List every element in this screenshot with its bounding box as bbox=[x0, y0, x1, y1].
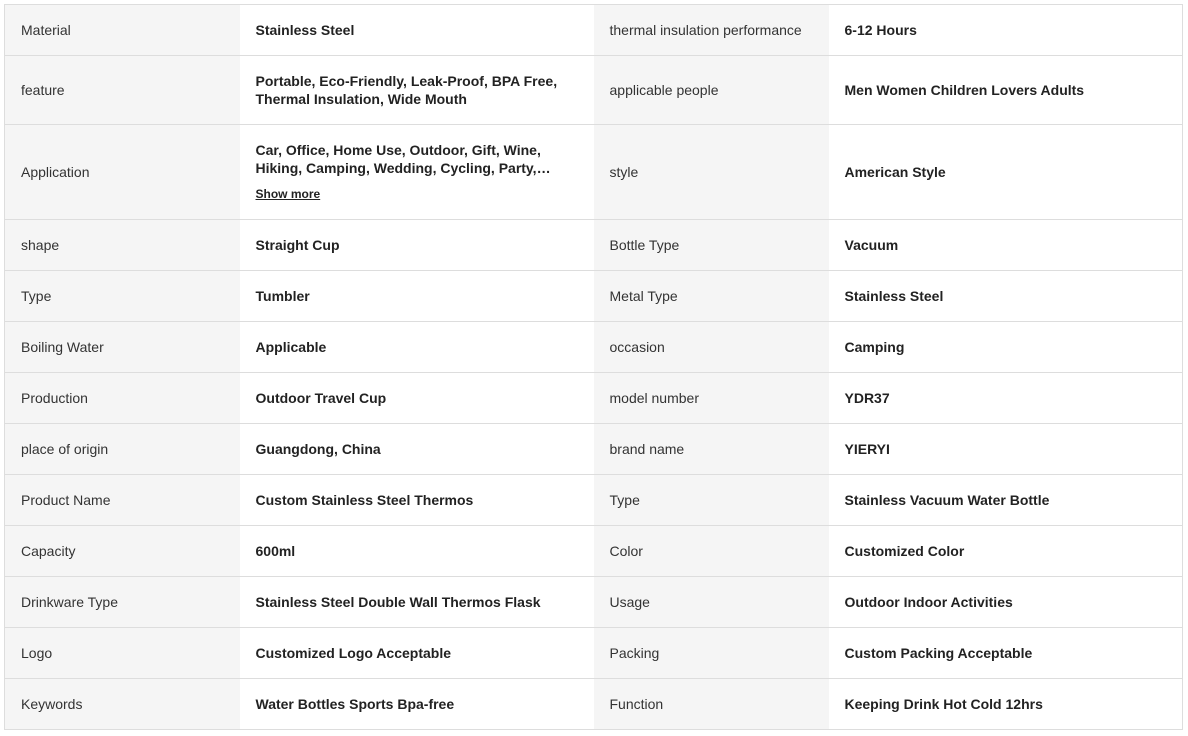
attribute-name: Capacity bbox=[5, 526, 240, 577]
attribute-value: Outdoor Travel Cup bbox=[240, 373, 594, 424]
attribute-value: Applicable bbox=[240, 322, 594, 373]
attribute-value: Customized Logo Acceptable bbox=[240, 628, 594, 679]
attribute-value: Portable, Eco-Friendly, Leak-Proof, BPA Free, Thermal Insulation, Wide Mouth bbox=[240, 56, 594, 125]
attribute-value: YIERYI bbox=[829, 424, 1183, 475]
attribute-name: Logo bbox=[5, 628, 240, 679]
attribute-row bbox=[5, 373, 1183, 424]
attribute-row bbox=[5, 271, 1183, 322]
attribute-name: Usage bbox=[594, 577, 829, 628]
attribute-value: Stainless Steel bbox=[829, 271, 1183, 322]
attribute-value: Water Bottles Sports Bpa-free bbox=[240, 679, 594, 730]
attribute-row bbox=[5, 526, 1183, 577]
attribute-row bbox=[5, 322, 1183, 373]
attribute-name: Function bbox=[594, 679, 829, 730]
attribute-row bbox=[5, 577, 1183, 628]
show-more-link[interactable]: Show more bbox=[255, 187, 321, 201]
attribute-value: Vacuum bbox=[829, 220, 1183, 271]
attribute-row bbox=[5, 424, 1183, 475]
attribute-row bbox=[5, 125, 1183, 220]
attribute-value: Tumbler bbox=[240, 271, 594, 322]
attribute-name: Product Name bbox=[5, 475, 240, 526]
attribute-name: shape bbox=[5, 220, 240, 271]
attribute-name: Keywords bbox=[5, 679, 240, 730]
attribute-name: Drinkware Type bbox=[5, 577, 240, 628]
attribute-row bbox=[5, 220, 1183, 271]
attribute-row bbox=[5, 56, 1183, 125]
attribute-name: Boiling Water bbox=[5, 322, 240, 373]
attribute-value: Customized Color bbox=[829, 526, 1183, 577]
attribute-name: model number bbox=[594, 373, 829, 424]
attribute-value: Men Women Children Lovers Adults bbox=[829, 56, 1183, 125]
attribute-name: style bbox=[594, 125, 829, 220]
attribute-value: YDR37 bbox=[829, 373, 1183, 424]
product-attributes-table bbox=[4, 4, 1183, 730]
attribute-name: Production bbox=[5, 373, 240, 424]
attribute-value-text: Car, Office, Home Use, Outdoor, Gift, Wine, Hiking, Camping, Wedding, Cycling, Party, bbox=[255, 142, 541, 176]
attribute-value: 600ml bbox=[240, 526, 594, 577]
attribute-name: occasion bbox=[594, 322, 829, 373]
attribute-value: Stainless Steel Double Wall Thermos Flask bbox=[240, 577, 594, 628]
attribute-name: Type bbox=[594, 475, 829, 526]
attribute-value: Stainless Steel bbox=[240, 5, 594, 56]
attribute-value: 6-12 Hours bbox=[829, 5, 1183, 56]
attribute-row bbox=[5, 679, 1183, 730]
attribute-row bbox=[5, 628, 1183, 679]
attribute-name: brand name bbox=[594, 424, 829, 475]
attribute-name: thermal insulation performance bbox=[594, 5, 829, 56]
attribute-value: Custom Stainless Steel Thermos bbox=[240, 475, 594, 526]
attribute-value: Keeping Drink Hot Cold 12hrs bbox=[829, 679, 1183, 730]
attribute-value: Straight Cup bbox=[240, 220, 594, 271]
attribute-name: place of origin bbox=[5, 424, 240, 475]
attribute-row bbox=[5, 475, 1183, 526]
attribute-name: applicable people bbox=[594, 56, 829, 125]
attribute-name: Type bbox=[5, 271, 240, 322]
attribute-name: feature bbox=[5, 56, 240, 125]
attribute-value: Stainless Vacuum Water Bottle bbox=[829, 475, 1183, 526]
attribute-value: Camping bbox=[829, 322, 1183, 373]
attribute-value: American Style bbox=[829, 125, 1183, 220]
attribute-value: Outdoor Indoor Activities bbox=[829, 577, 1183, 628]
attribute-name: Bottle Type bbox=[594, 220, 829, 271]
attribute-name: Color bbox=[594, 526, 829, 577]
attribute-value: Custom Packing Acceptable bbox=[829, 628, 1183, 679]
attribute-value-expandable bbox=[240, 125, 594, 220]
attribute-name: Packing bbox=[594, 628, 829, 679]
attribute-row bbox=[5, 5, 1183, 56]
attribute-value: Guangdong, China bbox=[240, 424, 594, 475]
attribute-name: Material bbox=[5, 5, 240, 56]
attribute-name: Application bbox=[5, 125, 240, 220]
attribute-name: Metal Type bbox=[594, 271, 829, 322]
